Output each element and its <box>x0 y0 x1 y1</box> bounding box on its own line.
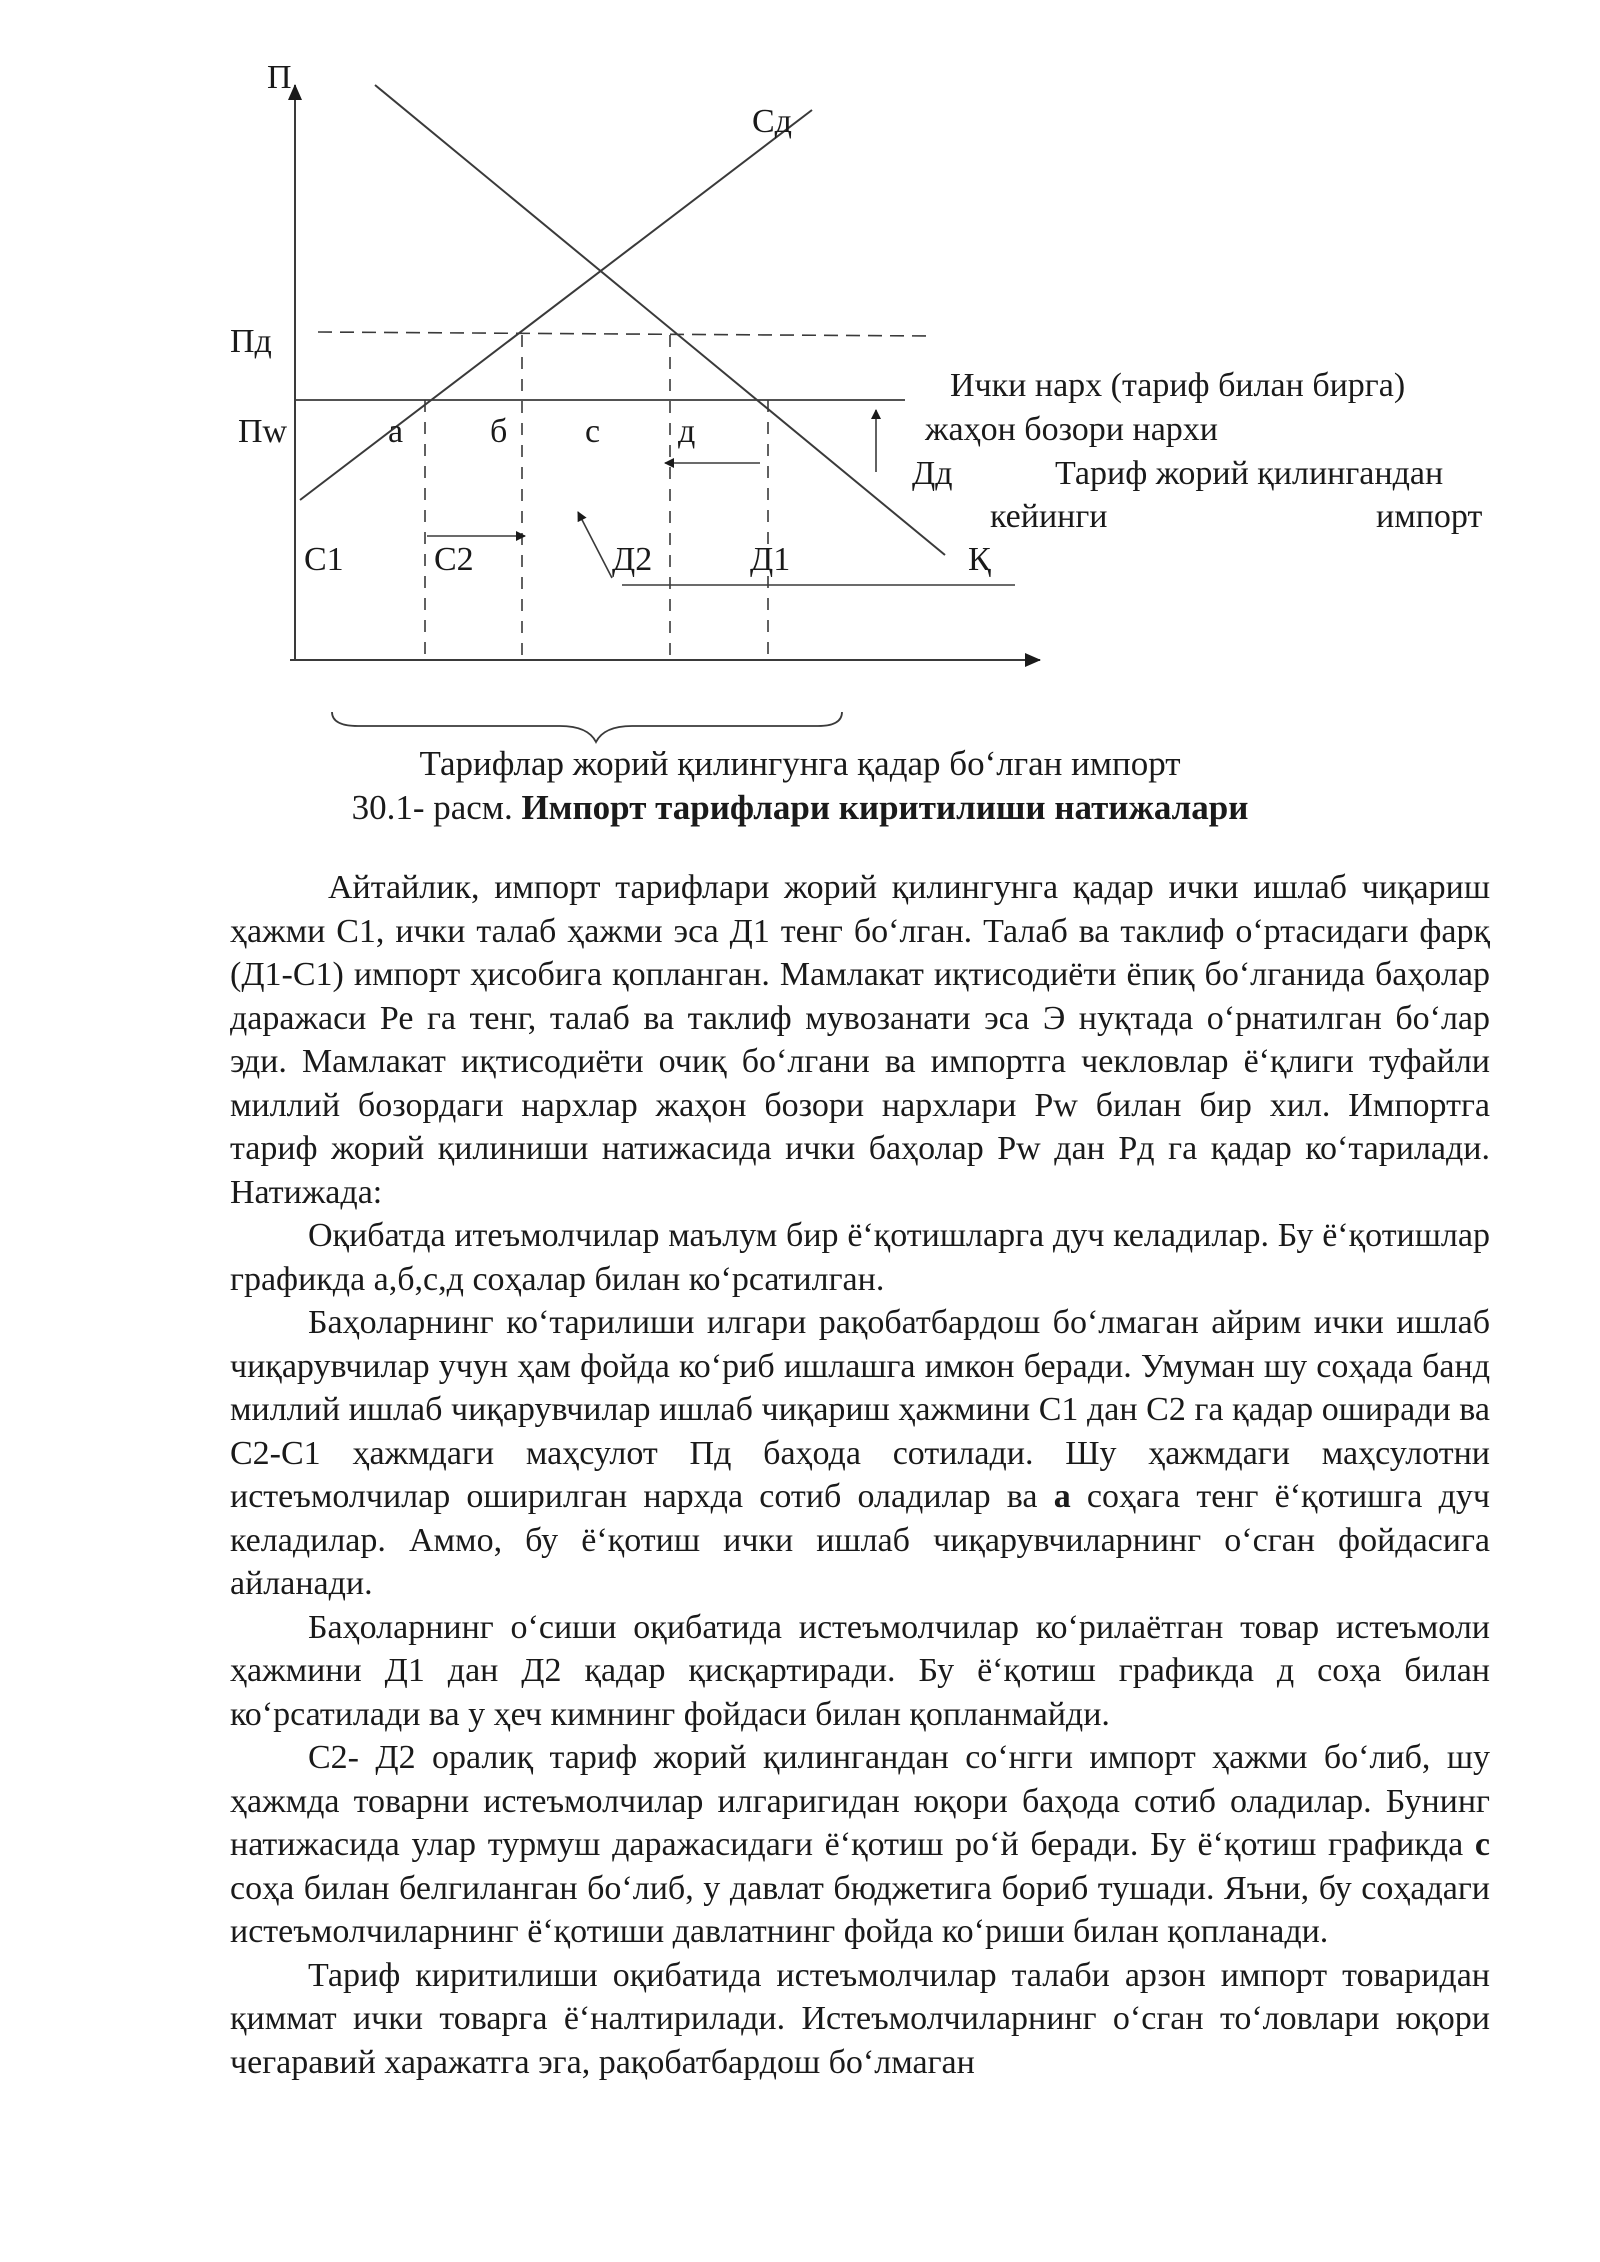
c1-label: С1 <box>304 541 344 578</box>
legend-import-after-2b: импорт <box>1376 498 1483 535</box>
legend-domestic-price: Ички нарх (тариф билан бирга) <box>950 367 1406 404</box>
import-brace <box>332 712 842 742</box>
area-a-label: а <box>388 413 404 450</box>
paragraph-text: Баҳоларнинг ко‘тарилиши илгари рақобатбардош бо‘лмаган айрим ички ишлаб чиқарувчилар учун ҳам фойда ко‘риб ишлашга имкон беради. Умуман шу соҳада банд миллий ишлаб чиқарувчилар ишлаб чиқариш ҳажмини С1 дан С2 га қадар оширади ва С2-С1 ҳажмдаги маҳсулот Пд баҳода сотилади. Шу ҳажмдаги маҳсулотни истеъмолчилар оширилган нархда сотиб оладилар ва <box>230 1304 1490 1515</box>
demand-label: Дд <box>912 455 953 492</box>
price-axis-label: П <box>267 59 292 96</box>
area-d-label: д <box>678 413 696 450</box>
paragraph <box>230 1301 1490 1606</box>
paragraph-emphasis: с <box>1474 1826 1490 1863</box>
import-pointer-arrow <box>578 512 612 578</box>
quantity-label: Қ <box>968 541 991 578</box>
supply-label: Сд <box>752 103 792 140</box>
caption-title: Импорт тарифлари киритилиши натижалари <box>521 788 1249 827</box>
legend-import-after-1: Тариф жорий қилингандан <box>1055 455 1444 492</box>
world-price-label: Пw <box>238 413 288 450</box>
area-b-label: б <box>490 413 508 450</box>
legend-import-after-2a: кейинги <box>990 498 1108 535</box>
paragraph-text: соҳа билан белгиланган бо‘либ, у давлат бюджетига бориб тушади. Яъни, бу соҳадаги истеъмолчиларнинг ё‘қотиши давлатнинг фойда ко‘риши билан қопланади. <box>230 1869 1490 1950</box>
supply-line <box>300 110 812 500</box>
tariff-figure <box>0 0 1600 770</box>
area-c-label: с <box>585 413 601 450</box>
brace-label: Тарифлар жорий қилингунга қадар бо‘лган импорт <box>419 744 1181 783</box>
figure-caption <box>0 786 1600 830</box>
domestic-price-label: Пд <box>230 323 272 360</box>
paragraph: Оқибатда итеъмолчилар маълум бир ё‘қотишларга дуч келадилар. Бу ё‘қотишлар графикда а,б,с,д соҳалар билан ко‘рсатилган. <box>230 1217 1490 1298</box>
body-text <box>230 866 1490 2084</box>
d2-label: Д2 <box>612 541 653 578</box>
paragraph: Тариф киритилиши оқибатида истеъмолчилар талаби арзон импорт товаридан қиммат ички товарга ё‘налтирилади. Истеъмолчиларнинг о‘сган то‘ловлари юқори чегаравий харажатга эга, рақобатбардош бо‘лмаган <box>230 1956 1490 2081</box>
paragraph: Айтайлик, импорт тарифлари жорий қилингунга қадар ички ишлаб чиқариш ҳажми С1, ички талаб ҳажми эса Д1 тенг бо‘лган. Талаб ва таклиф о‘ртасидаги фарқ (Д1-С1) импорт ҳисобига қопланган. Мамлакат иқтисодиёти ёпиқ бо‘лганида баҳолар даражаси Ре га тенг, талаб ва таклиф мувозанати эса Э нуқтада о‘рнатилган бо‘лар эди. Мамлакат иқтисодиёти очиқ бо‘лгани ва импортга чекловлар ё‘қлиги туфайли миллий бозордаги нархлар жаҳон бозори нархлари Pw билан бир хил. Импортга тариф жорий қилиниши натижасида ички баҳолар Pw дан Pд га қадар ко‘тарилади. Натижада: <box>230 869 1490 1211</box>
paragraph-emphasis: а <box>1053 1478 1071 1515</box>
c2-label: С2 <box>434 541 474 578</box>
caption-number: 30.1- расм. <box>351 788 513 827</box>
paragraph: Баҳоларнинг о‘сиши оқибатида истеъмолчилар ко‘рилаётган товар истеъмоли ҳажмини Д1 дан Д2 қадар қисқартиради. Бу ё‘қотиш графикда д соҳа билан ко‘рсатилади ва у ҳеч кимнинг фойдаси билан қопланмайди. <box>230 1608 1490 1733</box>
paragraph <box>230 1736 1490 1954</box>
d1-label: Д1 <box>750 541 791 578</box>
paragraph-text: С2- Д2 оралиқ тариф жорий қилингандан со‘нгги импорт ҳажми бо‘либ, шу ҳажмда товарни истеъмолчилар илгаригидан юқори баҳода сотиб оладилар. Бунинг натижасида улар турмуш даражасидаги ё‘қотиш ро‘й беради. Бу ё‘қотиш графикда <box>230 1739 1490 1863</box>
paragraph-text: соҳага тенг ё‘қотишга дуч келадилар. Аммо, бу ё‘қотиш ички ишлаб чиқарувчиларнинг о‘сган фойдасига айланади. <box>230 1478 1490 1602</box>
legend-world-price: жаҳон бозори нархи <box>925 411 1218 448</box>
demand-line <box>375 85 945 555</box>
domestic-price-line <box>318 332 930 336</box>
